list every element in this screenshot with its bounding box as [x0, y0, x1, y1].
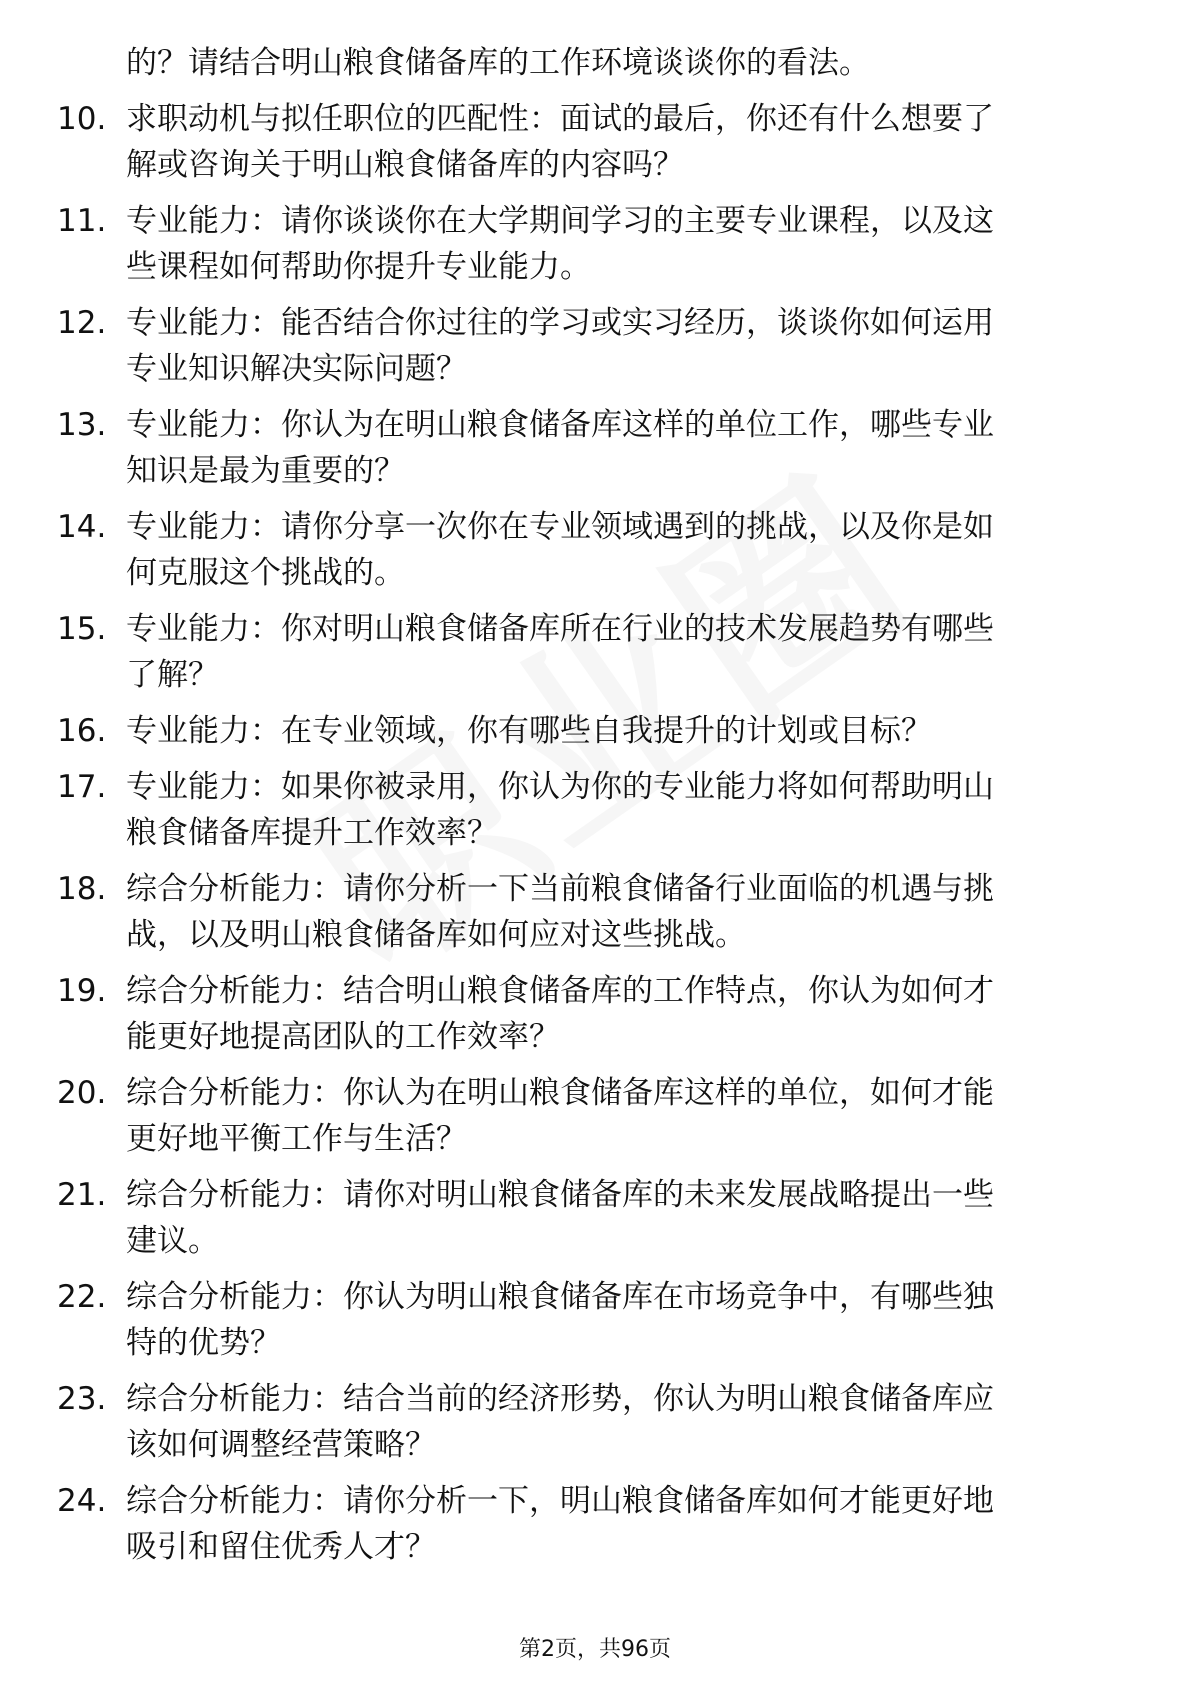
item-number: 11. [57, 203, 107, 239]
item-number: 19. [57, 973, 107, 1009]
item-text-line: 专业能力：你对明山粮食储备库所在行业的技术发展趋势有哪些 [126, 611, 994, 647]
item-number: 23. [57, 1381, 107, 1417]
item-text-line: 专业知识解决实际问题？ [126, 351, 467, 387]
item-number: 18. [57, 871, 107, 907]
item-number: 21. [57, 1177, 107, 1213]
page-footer: 第2页，共96页 [519, 1637, 671, 1662]
item-text-line: 综合分析能力：结合明山粮食储备库的工作特点，你认为如何才 [126, 973, 994, 1009]
list-item [0, 96, 1190, 188]
item-text-line: 吸引和留住优秀人才？ [126, 1529, 436, 1565]
item-text [126, 1070, 1126, 1162]
item-text [126, 96, 1126, 188]
item-text-line: 专业能力：能否结合你过往的学习或实习经历，谈谈你如何运用 [126, 305, 994, 341]
list-item [0, 1172, 1190, 1264]
item-text [126, 402, 1126, 494]
item-number: 15. [57, 611, 107, 647]
list-item [0, 198, 1190, 290]
item-text-line: 解或咨询关于明山粮食储备库的内容吗？ [126, 147, 684, 183]
continuation-line: 的？请结合明山粮食储备库的工作环境谈谈你的看法。 [126, 45, 870, 81]
item-number: 13. [57, 407, 107, 443]
item-text [126, 1478, 1126, 1570]
item-text [126, 300, 1126, 392]
item-text-line: 综合分析能力：请你分析一下，明山粮食储备库如何才能更好地 [126, 1483, 994, 1519]
item-text [126, 1376, 1126, 1468]
item-text-line: 综合分析能力：请你对明山粮食储备库的未来发展战略提出一些 [126, 1177, 994, 1213]
item-text [126, 708, 1126, 754]
item-text-line: 该如何调整经营策略？ [126, 1427, 436, 1463]
items-container [0, 96, 1190, 1570]
item-text [126, 866, 1126, 958]
item-text-line: 知识是最为重要的？ [126, 453, 405, 489]
list-item [0, 764, 1190, 856]
item-text-line: 专业能力：请你分享一次你在专业领域遇到的挑战，以及你是如 [126, 509, 994, 545]
item-number: 17. [57, 769, 107, 805]
item-text-line: 专业能力：如果你被录用，你认为你的专业能力将如何帮助明山 [126, 769, 994, 805]
item-text-line: 综合分析能力：结合当前的经济形势，你认为明山粮食储备库应 [126, 1381, 994, 1417]
item-text-line: 战，以及明山粮食储备库如何应对这些挑战。 [126, 917, 746, 953]
list-item [0, 300, 1190, 392]
item-text-line: 些课程如何帮助你提升专业能力。 [126, 249, 591, 285]
list-item [0, 402, 1190, 494]
item-text-line: 专业能力：在专业领域，你有哪些自我提升的计划或目标？ [126, 713, 932, 749]
list-item [0, 606, 1190, 698]
list-item [0, 1274, 1190, 1366]
item-number: 14. [57, 509, 107, 545]
list-item [0, 968, 1190, 1060]
item-text-line: 粮食储备库提升工作效率？ [126, 815, 498, 851]
item-text [126, 606, 1126, 698]
item-text [126, 504, 1126, 596]
item-number: 16. [57, 713, 107, 749]
list-item [0, 1070, 1190, 1162]
item-text [126, 764, 1126, 856]
item-text-line: 更好地平衡工作与生活？ [126, 1121, 467, 1157]
item-text-line: 综合分析能力：你认为在明山粮食储备库这样的单位，如何才能 [126, 1075, 994, 1111]
list-item [0, 708, 1190, 754]
item-text-line: 专业能力：请你谈谈你在大学期间学习的主要专业课程，以及这 [126, 203, 994, 239]
item-number: 10. [57, 101, 107, 137]
list-item [0, 866, 1190, 958]
item-text-line: 综合分析能力：请你分析一下当前粮食储备行业面临的机遇与挑 [126, 871, 994, 907]
item-number: 24. [57, 1483, 107, 1519]
item-text-line: 了解？ [126, 657, 219, 693]
item-text-line: 何克服这个挑战的。 [126, 555, 405, 591]
item-number: 12. [57, 305, 107, 341]
item-text [126, 1274, 1126, 1366]
item-text-line: 专业能力：你认为在明山粮食储备库这样的单位工作，哪些专业 [126, 407, 994, 443]
item-text-line: 综合分析能力：你认为明山粮食储备库在市场竞争中，有哪些独 [126, 1279, 994, 1315]
item-number: 22. [57, 1279, 107, 1315]
item-text-line: 建议。 [126, 1223, 219, 1259]
item-text-line: 特的优势？ [126, 1325, 281, 1361]
list-item [0, 504, 1190, 596]
item-text-line: 能更好地提高团队的工作效率？ [126, 1019, 560, 1055]
list-item [0, 1376, 1190, 1468]
item-text [126, 198, 1126, 290]
item-text [126, 968, 1126, 1060]
question-list [0, 40, 1190, 1570]
list-item [0, 1478, 1190, 1570]
item-text [126, 1172, 1126, 1264]
item-text-line: 求职动机与拟任职位的匹配性：面试的最后，你还有什么想要了 [126, 101, 994, 137]
item-number: 20. [57, 1075, 107, 1111]
